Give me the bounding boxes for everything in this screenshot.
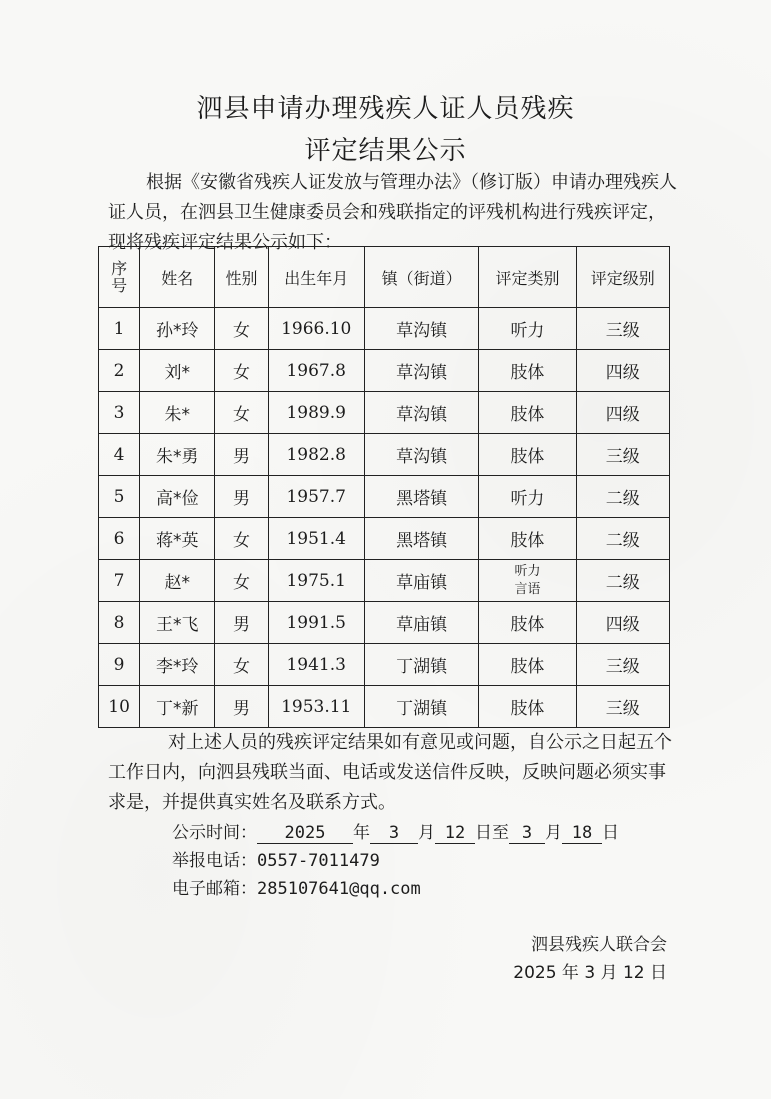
cell-name: 赵* [140,560,215,602]
intro-text: 根据《安徽省残疾人证发放与管理办法》（修订版）申请办理残疾人证人员，在泗县卫生健康委员会和残联指定的评残机构进行残疾评定，现将残疾评定结果公示如下： [108,172,677,253]
cell-name: 王*飞 [140,602,215,644]
cell-town: 黑塔镇 [364,476,478,518]
publicity-start-month: 3 [370,823,418,844]
cell-name: 孙*玲 [140,308,215,350]
cell-name: 高*俭 [140,476,215,518]
publicity-year: 2025 [257,823,353,844]
cell-town: 草沟镇 [364,392,478,434]
signature-organization: 泗县残疾人联合会 [531,935,667,955]
cell-town: 丁湖镇 [364,644,478,686]
cell-name: 刘* [140,350,215,392]
cell-no: 4 [99,434,140,476]
cell-level: 四级 [576,602,669,644]
cell-level: 二级 [576,518,669,560]
cell-level: 四级 [576,350,669,392]
table-row [99,476,670,518]
cell-type: 肢体 [479,392,576,434]
cell-level: 三级 [576,644,669,686]
publicity-time-label: 公示时间： [172,823,257,843]
cell-birth: 1991.5 [268,602,364,644]
cell-town: 草沟镇 [364,308,478,350]
publicity-end-day: 18 [562,823,602,844]
cell-name: 李*玲 [140,644,215,686]
cell-type: 肢体 [479,518,576,560]
cell-sex: 女 [215,308,268,350]
table-row [99,686,670,728]
cell-sex: 女 [215,518,268,560]
signature-date: 2025 年 3 月 12 日 [513,963,667,983]
cell-level: 二级 [576,560,669,602]
cell-type: 肢体 [479,686,576,728]
cell-sex: 男 [215,686,268,728]
cell-sex: 女 [215,644,268,686]
cell-birth: 1957.7 [268,476,364,518]
cell-town: 草庙镇 [364,602,478,644]
cell-type-line2: 言语 [514,581,541,597]
header-town: 镇（街道） [364,247,478,308]
cell-type: 肢体 [479,350,576,392]
cell-sex: 女 [215,350,268,392]
table-row [99,434,670,476]
cell-birth: 1953.11 [268,686,364,728]
document-title-line1: 泗县申请办理残疾人证人员残疾 [196,94,575,124]
cell-birth: 1982.8 [268,434,364,476]
cell-no: 8 [99,602,140,644]
assessment-result-table [98,246,670,728]
header-type: 评定类别 [479,247,576,308]
cell-type: 肢体 [479,602,576,644]
header-name: 姓名 [140,247,215,308]
header-sex: 性别 [215,247,268,308]
report-phone-line [172,846,380,871]
cell-no: 7 [99,560,140,602]
email-label: 电子邮箱： [172,879,257,899]
cell-name: 丁*新 [140,686,215,728]
publicity-month-unit-1: 月 [418,823,435,843]
table-row [99,392,670,434]
cell-type: 肢体 [479,434,576,476]
cell-birth: 1989.9 [268,392,364,434]
cell-sex: 女 [215,392,268,434]
cell-town: 丁湖镇 [364,686,478,728]
publicity-time-line [172,818,619,844]
cell-name: 朱* [140,392,215,434]
cell-birth: 1951.4 [268,518,364,560]
cell-sex: 男 [215,602,268,644]
cell-town: 黑塔镇 [364,518,478,560]
header-birth: 出生年月 [268,247,364,308]
cell-no: 3 [99,392,140,434]
publicity-day-unit: 日 [602,823,619,843]
cell-birth: 1967.8 [268,350,364,392]
table-row [99,518,670,560]
cell-birth: 1941.3 [268,644,364,686]
header-level: 评定级别 [576,247,669,308]
cell-type: 听力 [479,308,576,350]
cell-type-line1: 听力 [514,563,541,579]
table-row [99,350,670,392]
cell-no: 1 [99,308,140,350]
report-phone-value: 0557-7011479 [257,851,380,871]
cell-town: 草沟镇 [364,350,478,392]
closing-paragraph [108,728,680,818]
closing-text: 对上述人员的残疾评定结果如有意见或问题，自公示之日起五个工作日内，向泗县残联当面、电话或发送信件反映，反映问题必须实事求是，并提供真实姓名及联系方式。 [108,732,672,813]
cell-level: 三级 [576,308,669,350]
publicity-year-unit: 年 [353,823,370,843]
publicity-month-unit-2: 月 [545,823,562,843]
intro-paragraph [108,168,680,258]
cell-sex: 女 [215,560,268,602]
cell-name: 朱*勇 [140,434,215,476]
document-title-line2: 评定结果公示 [304,136,467,166]
table-row [99,308,670,350]
cell-no: 10 [99,686,140,728]
cell-level: 三级 [576,686,669,728]
cell-level: 二级 [576,476,669,518]
email-line [172,874,421,899]
cell-type [479,560,576,602]
cell-level: 三级 [576,434,669,476]
cell-sex: 男 [215,476,268,518]
cell-no: 9 [99,644,140,686]
report-phone-label: 举报电话： [172,851,257,871]
cell-town: 草沟镇 [364,434,478,476]
cell-no: 6 [99,518,140,560]
cell-level: 四级 [576,392,669,434]
table-row [99,560,670,602]
table-header-row [99,247,670,308]
cell-town: 草庙镇 [364,560,478,602]
email-value: 285107641@qq.com [257,879,421,899]
cell-birth: 1975.1 [268,560,364,602]
cell-no: 5 [99,476,140,518]
header-no: 序 号 [99,247,140,308]
cell-name: 蒋*英 [140,518,215,560]
cell-type: 听力 [479,476,576,518]
cell-sex: 男 [215,434,268,476]
table-row [99,644,670,686]
cell-no: 2 [99,350,140,392]
publicity-start-day: 12 [435,823,475,844]
publicity-to-text: 日至 [475,823,509,843]
cell-type: 肢体 [479,644,576,686]
cell-birth: 1966.10 [268,308,364,350]
table-row [99,602,670,644]
publicity-end-month: 3 [509,823,545,844]
